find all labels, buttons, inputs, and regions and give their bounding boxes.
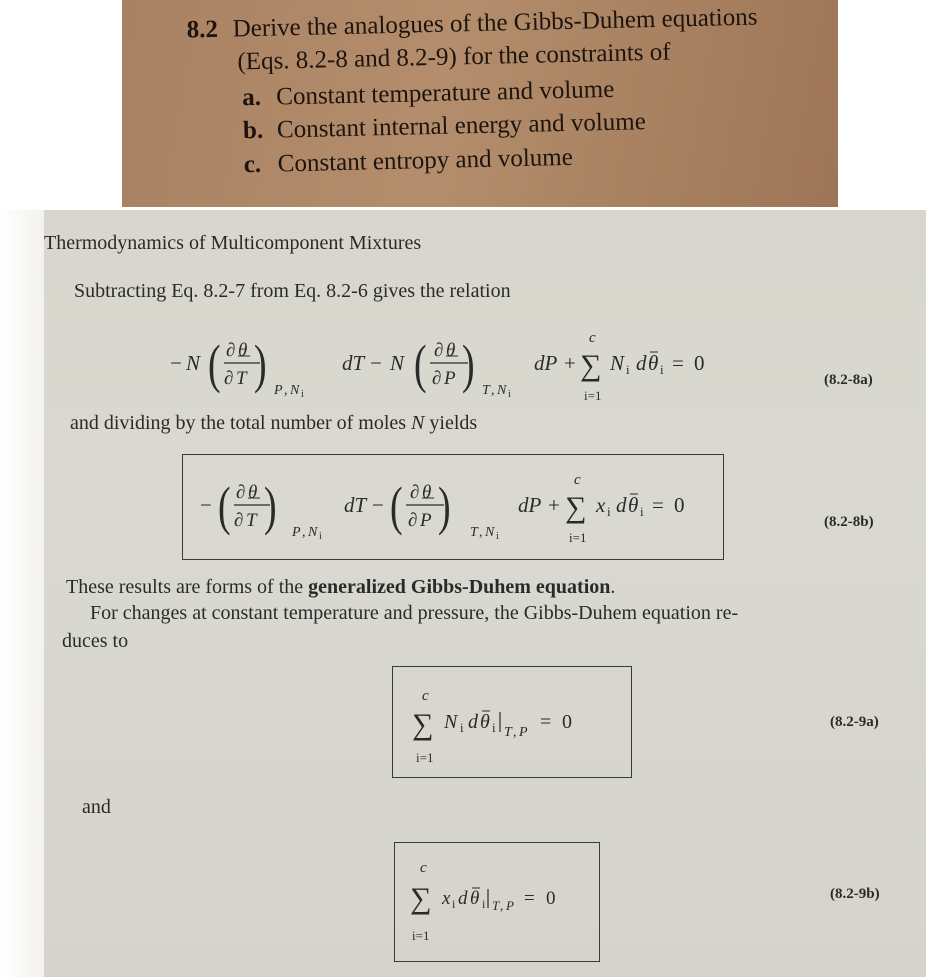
- svg-text:N: N: [186, 351, 201, 375]
- svg-text:i: i: [496, 531, 499, 542]
- part-label: a.: [241, 83, 262, 112]
- svg-text:i: i: [660, 362, 664, 377]
- svg-text:c: c: [589, 330, 596, 346]
- svg-text:0: 0: [546, 888, 556, 909]
- part-text: Constant temperature and volume: [275, 75, 615, 111]
- svg-text:N: N: [290, 383, 300, 398]
- svg-text:∑: ∑: [580, 349, 602, 382]
- svg-text:i: i: [319, 531, 322, 542]
- svg-text:∑: ∑: [565, 491, 587, 524]
- svg-text:θ: θ: [422, 482, 432, 503]
- svg-text:,: ,: [284, 383, 288, 398]
- equation-number: (8.2-8a): [824, 372, 873, 388]
- svg-text:c: c: [422, 688, 429, 704]
- svg-text:T: T: [236, 368, 247, 389]
- paragraph-3-end: .: [610, 576, 616, 598]
- svg-text:d: d: [458, 888, 468, 909]
- svg-text:dT: dT: [342, 351, 365, 375]
- svg-text:): ): [254, 334, 267, 395]
- svg-text:T: T: [492, 898, 500, 913]
- svg-text:P: P: [420, 510, 432, 531]
- svg-text:i: i: [626, 362, 630, 377]
- svg-text:−: −: [170, 351, 182, 375]
- equation-number: (8.2-9b): [830, 886, 880, 902]
- svg-text:i=1: i=1: [584, 388, 602, 403]
- svg-text:x: x: [442, 888, 451, 909]
- svg-text:N: N: [497, 383, 507, 398]
- svg-text:N: N: [610, 351, 625, 375]
- equation-number: (8.2-8b): [824, 514, 874, 530]
- equation-number: (8.2-9a): [830, 714, 879, 730]
- svg-text:∂: ∂: [224, 368, 234, 389]
- svg-text:θ: θ: [238, 340, 248, 361]
- svg-text:=: =: [652, 493, 664, 517]
- svg-text:,: ,: [513, 725, 517, 740]
- svg-text:+: +: [564, 351, 576, 375]
- svg-text:T: T: [482, 383, 490, 398]
- problem-number: 8.2: [186, 15, 219, 44]
- svg-text:−: −: [200, 493, 212, 517]
- svg-text:P: P: [444, 368, 456, 389]
- svg-text:d: d: [616, 493, 627, 517]
- problem-part-a: [242, 76, 615, 112]
- svg-text:i: i: [640, 504, 644, 519]
- svg-text:d: d: [636, 351, 647, 375]
- problem-part-c: [243, 144, 573, 179]
- svg-text:∂: ∂: [432, 368, 442, 389]
- svg-text:P: P: [292, 525, 301, 540]
- equation-8b: [184, 456, 724, 556]
- running-head: Thermodynamics of Multicomponent Mixtures: [44, 232, 422, 254]
- svg-text:=: =: [524, 888, 535, 909]
- key-term: generalized Gibbs-Duhem equation: [308, 576, 611, 598]
- svg-text:∂: ∂: [410, 482, 420, 503]
- svg-text:θ: θ: [248, 482, 258, 503]
- page-margin: [0, 210, 44, 977]
- paragraph-1: Subtracting Eq. 8.2-7 from Eq. 8.2-6 gives the relation: [74, 280, 511, 302]
- problem-statement: [122, 0, 838, 207]
- svg-text:−: −: [372, 493, 384, 517]
- svg-text:0: 0: [674, 493, 685, 517]
- equation-8a: [164, 310, 764, 410]
- paragraph-5: duces to: [62, 630, 129, 652]
- problem-line-2: (Eqs. 8.2-8 and 8.2-9) for the constraints of: [237, 38, 671, 76]
- paragraph-4: For changes at constant temperature and pressure, the Gibbs-Duhem equation re-: [90, 602, 739, 624]
- paragraph-2-text: and dividing by the total number of moles: [70, 412, 412, 434]
- problem-photo: [122, 0, 838, 207]
- svg-text:N: N: [485, 525, 495, 540]
- svg-text:i=1: i=1: [412, 928, 430, 943]
- equation-9a: [394, 668, 630, 774]
- svg-text:,: ,: [302, 525, 306, 540]
- paragraph-3-text: These results are forms of the: [66, 576, 309, 598]
- svg-text:∂: ∂: [226, 340, 236, 361]
- svg-text:): ): [438, 476, 451, 537]
- svg-text:x: x: [596, 493, 606, 517]
- svg-text:(: (: [208, 334, 221, 395]
- svg-text:c: c: [420, 860, 427, 876]
- svg-text:∑: ∑: [412, 708, 434, 741]
- svg-text:dP: dP: [534, 351, 558, 375]
- svg-text:): ): [264, 476, 277, 537]
- paragraph-6: and: [82, 796, 111, 818]
- svg-text:=: =: [672, 351, 684, 375]
- svg-text:∂: ∂: [236, 482, 246, 503]
- svg-text:θ: θ: [628, 493, 639, 517]
- svg-text:P: P: [506, 898, 514, 913]
- svg-text:T: T: [504, 725, 512, 740]
- svg-text:,: ,: [491, 383, 495, 398]
- svg-text:dT: dT: [344, 493, 367, 517]
- svg-text:P: P: [519, 725, 528, 740]
- svg-text:N: N: [308, 525, 318, 540]
- svg-text:(: (: [414, 334, 427, 395]
- svg-text:i: i: [607, 504, 611, 519]
- part-text: Constant internal energy and volume: [276, 108, 647, 144]
- svg-text:N: N: [390, 351, 405, 375]
- problem-line-1: Derive the analogues of the Gibbs-Duhem equations: [232, 3, 758, 43]
- paragraph-3: [66, 576, 615, 599]
- svg-text:∑: ∑: [410, 882, 432, 915]
- svg-text:T: T: [470, 525, 478, 540]
- svg-text:θ: θ: [648, 351, 659, 375]
- svg-text:dP: dP: [518, 493, 542, 517]
- svg-text:N: N: [444, 711, 458, 733]
- svg-text:θ: θ: [480, 711, 490, 733]
- svg-text:i: i: [301, 389, 304, 400]
- svg-text:+: +: [548, 493, 560, 517]
- svg-text:i: i: [492, 720, 496, 735]
- svg-text:i: i: [452, 897, 456, 911]
- problem-part-b: [243, 108, 646, 145]
- svg-text:θ: θ: [470, 888, 480, 909]
- svg-text:0: 0: [694, 351, 705, 375]
- svg-text:d: d: [468, 711, 478, 733]
- equation-9b: [396, 844, 598, 958]
- paragraph-2-text-end: yields: [424, 412, 478, 434]
- svg-text:θ: θ: [446, 340, 456, 361]
- svg-text:i: i: [482, 897, 486, 911]
- svg-text:∂: ∂: [408, 510, 418, 531]
- paragraph-2: [70, 412, 477, 435]
- textbook-photo: [44, 210, 926, 977]
- svg-text:i=1: i=1: [416, 750, 434, 765]
- svg-text:(: (: [218, 476, 231, 537]
- svg-text:,: ,: [500, 898, 504, 913]
- svg-text:i=1: i=1: [569, 530, 587, 545]
- part-label: c.: [243, 150, 262, 179]
- part-label: b.: [242, 116, 264, 145]
- svg-text:=: =: [540, 711, 552, 733]
- svg-text:P: P: [274, 383, 283, 398]
- part-text: Constant entropy and volume: [277, 143, 574, 178]
- svg-text:∂: ∂: [434, 340, 444, 361]
- svg-text:(: (: [390, 476, 403, 537]
- svg-text:i: i: [460, 720, 464, 735]
- paragraph-2-variable: N: [411, 412, 425, 434]
- svg-text:0: 0: [562, 711, 572, 733]
- svg-text:): ): [462, 334, 475, 395]
- textbook-page: [44, 210, 926, 977]
- svg-text:i: i: [508, 389, 511, 400]
- svg-text:c: c: [574, 472, 581, 488]
- svg-text:−: −: [370, 351, 382, 375]
- svg-text:∂: ∂: [234, 510, 244, 531]
- svg-text:T: T: [246, 510, 257, 531]
- svg-text:,: ,: [479, 525, 483, 540]
